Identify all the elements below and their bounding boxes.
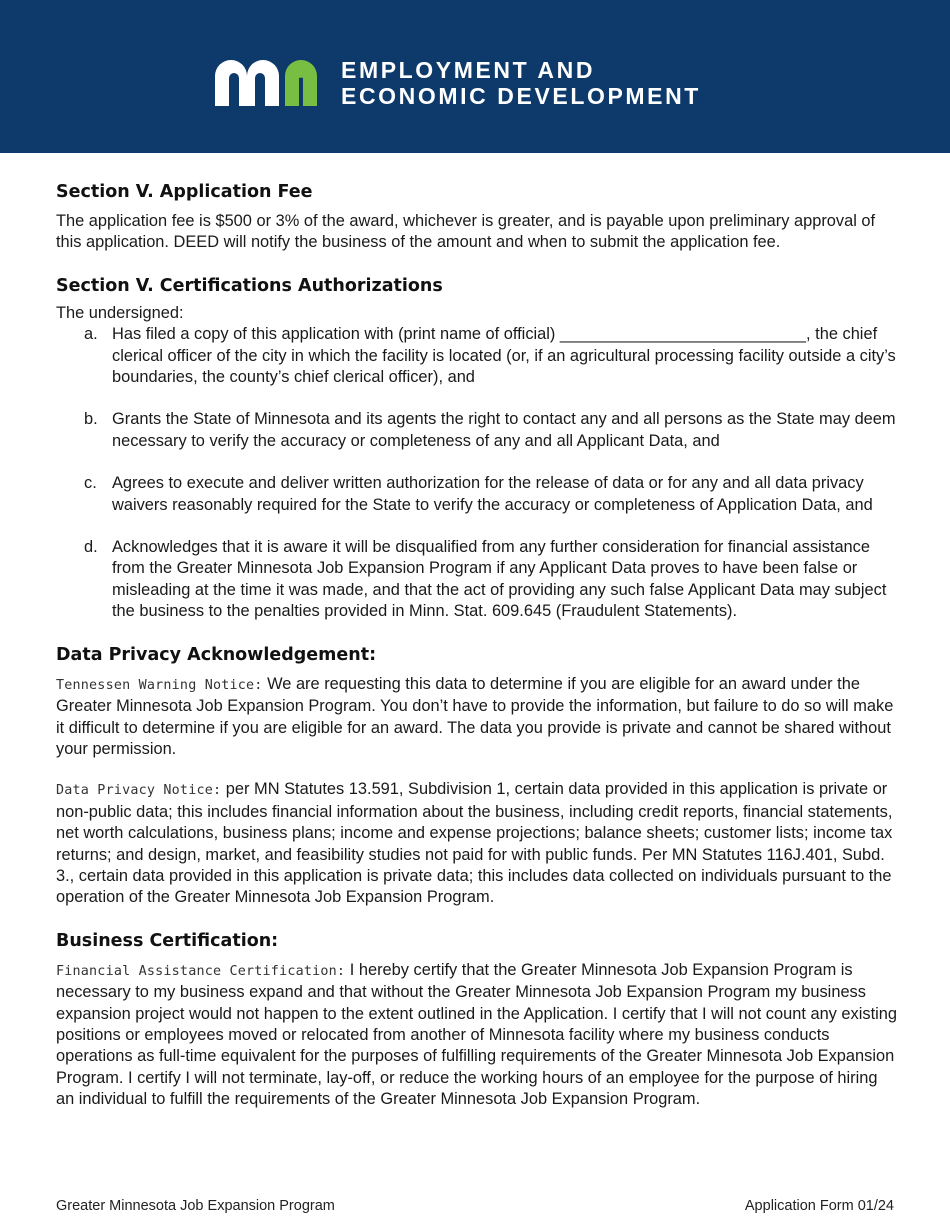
section-fee-heading: Section V. Application Fee [56,182,313,202]
footer-form-version: Application Form 01/24 [744,1198,894,1214]
list-marker: c. [84,474,97,493]
financial-assistance-certification [56,960,898,1111]
financial-cert-label: Financial Assistance Certification: [56,963,346,979]
financial-cert-text: I hereby certify that the Greater Minnesota Job Expansion Program is necessary to my business expand and that without the Greater Minnesota Job Expansion Program my business expansion project would not happen to the extent outlined in the Application. I certify that I will not count any existing positions or employees moved or relocated from another of Minnesota facility where my business conducts operations as full-time equivalent for the purposes of fulfilling requirements of the Greater Minnesota Job Expansion Program. I certify I will not terminate, lay-off, or reduce the working hours of an employee for the purpose of hiring an individual to fulfill the requirements of the Greater Minnesota Job Expansion Program. [56,960,898,1109]
tennessen-text: We are requesting this data to determine if you are eligible for an award under the Greater Minnesota Job Expansion Program. You don’t have to provide the information, but failure to do so will make it difficult to determine if you are eligible for an award. The data you provide is private and cannot be shared without your permission. [56,674,894,758]
privacy-label: Data Privacy Notice: [56,783,222,799]
list-marker: b. [84,410,98,429]
data-privacy-notice [56,779,898,908]
section-privacy-heading: Data Privacy Acknowledgement: [56,644,377,665]
list-item-text: Acknowledges that it is aware it will be disqualified from any further consideration for financial assistance from the Greater Minnesota Job Expansion Program if any Applicant Data proves to have been false or misleading at the time it was made, and that the act of providing any such false Applicant Data may subject the business to the penalties provided in Minn. Stat. 609.645 (Fraudulent Statements). [112,538,887,621]
tennessen-warning-notice [56,674,898,761]
list-marker: d. [84,538,98,557]
list-item-text: Has filed a copy of this application with (print name of official) ___________________________, the chief clerical officer of the city in which the facility is located (or, if an agricultural processing facility outside a city’s boundaries, the county’s chief clerical officer), and [112,325,896,387]
section-business-heading: Business Certification: [56,930,279,951]
wordmark-line-2: ECONOMIC DEVELOPMENT [341,83,701,109]
list-item [56,324,898,388]
certification-list [56,324,898,622]
agency-wordmark [341,57,701,109]
tennessen-label: Tennessen Warning Notice: [56,677,263,693]
list-item-text: Agrees to execute and deliver written authorization for the release of data or for any and all data privacy waivers reasonably required for the State to verify the accuracy or completeness of Application Data, and [112,474,873,514]
list-marker: a. [84,325,98,344]
footer-program-name: Greater Minnesota Job Expansion Program [56,1198,335,1214]
header-banner [0,0,950,153]
section-cert-intro: The undersigned: [56,303,184,322]
list-item [56,409,898,452]
mn-logo-icon [215,58,325,106]
section-cert-heading: Section V. Certifications Authorizations [56,275,443,296]
list-item-text: Grants the State of Minnesota and its agents the right to contact any and all persons as the State may deem necessary to verify the accuracy or completeness of any and all Applicant Data, and [112,410,896,450]
wordmark-line-1: EMPLOYMENT AND [341,57,596,83]
privacy-text: per MN Statutes 13.591, Subdivision 1, certain data provided in this application is private or non-public data; this includes financial information about the business, including credit reports, financial statements, net worth calculations, business plans; income and expense projections; balance sheets; customer lists; income tax returns; and design, market, and feasibility studies not paid for with public funds. Per MN Statutes 116J.401, Subd. 3., certain data provided in this application is private data; this includes data collected on individuals pursuant to the operation of the Greater Minnesota Job Expansion Program. [56,780,893,907]
section-fee-body: The application fee is $500 or 3% of the award, whichever is greater, and is payable upon preliminary approval of this application. DEED will notify the business of the amount and when to submit the application fee. [56,212,876,252]
list-item [56,537,898,623]
list-item [56,473,898,516]
document-body [56,182,898,1111]
